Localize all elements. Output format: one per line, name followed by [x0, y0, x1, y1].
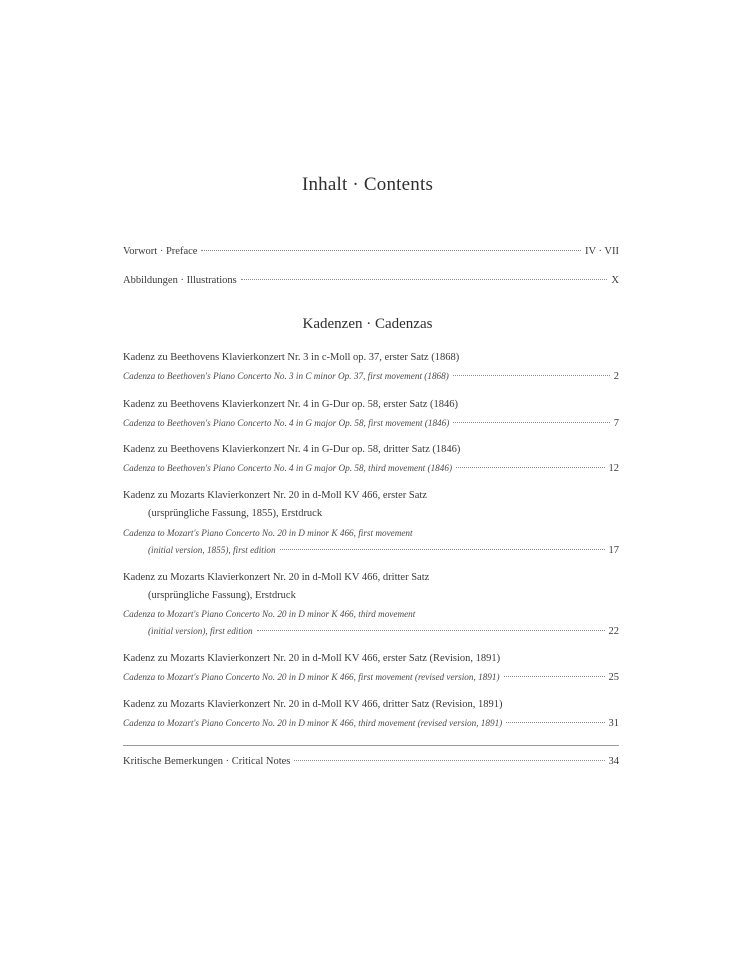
toc-entry-label: Vorwort · Preface — [123, 246, 198, 257]
section-heading: Kadenzen · Cadenzas — [302, 316, 433, 332]
toc-entry-german-title: Kadenz zu Mozarts Klavierkonzert Nr. 20 in d-Moll KV 466, dritter Satz — [123, 572, 430, 583]
toc-page-number: 12 — [608, 463, 619, 474]
toc-page-number: 22 — [608, 626, 619, 637]
leader-dots — [201, 250, 581, 251]
toc-entry-preface[interactable] — [123, 245, 619, 259]
toc-page-number: 34 — [608, 756, 619, 767]
toc-page-number: 2 — [613, 371, 619, 382]
toc-entry-german-title: Kadenz zu Beethovens Klavierkonzert Nr. 4 in G-Dur op. 58, erster Satz (1846) — [123, 399, 459, 410]
leader-dots — [257, 630, 605, 631]
toc-entry-cadenza-6[interactable] — [123, 670, 619, 685]
toc-page-number: 31 — [608, 718, 619, 729]
leader-dots — [453, 375, 610, 376]
toc-entry-english-title: Cadenza to Mozart's Piano Concerto No. 20 in D minor K 466, third movement — [123, 609, 416, 619]
toc-entry-cadenza-3[interactable] — [123, 461, 619, 476]
toc-entry-cadenza-4[interactable] — [148, 543, 619, 558]
leader-dots — [456, 467, 604, 468]
toc-entry-cadenza-7[interactable] — [123, 716, 619, 731]
toc-entry-english-title: Cadenza to Mozart's Piano Concerto No. 20 in D minor K 466, third movement (revised version, 1891) — [123, 718, 503, 728]
toc-entry-cadenza-1[interactable] — [123, 369, 619, 384]
divider — [123, 745, 619, 746]
page-title: Inhalt · Contents — [301, 174, 434, 195]
toc-page-number: 17 — [608, 545, 619, 556]
toc-entry-illustrations[interactable] — [123, 274, 619, 288]
toc-entry-english-title: Cadenza to Mozart's Piano Concerto No. 20 in D minor K 466, first movement (revised version, 1891) — [123, 672, 500, 682]
toc-entry-label: Kritische Bemerkungen · Critical Notes — [123, 756, 291, 767]
toc-entry-german-title: Kadenz zu Mozarts Klavierkonzert Nr. 20 in d-Moll KV 466, dritter Satz (Revision, 1891) — [123, 699, 503, 710]
leader-dots — [294, 760, 604, 761]
leader-dots — [280, 549, 605, 550]
toc-entry-english-title: Cadenza to Beethoven's Piano Concerto No. 4 in G major Op. 58, third movement (1846) — [123, 463, 453, 473]
toc-entry-cadenza-5[interactable] — [148, 624, 619, 639]
toc-page-number: X — [611, 275, 619, 286]
toc-entry-english-title-cont: (initial version, 1855), first edition — [148, 545, 276, 555]
toc-entry-german-title: Kadenz zu Beethovens Klavierkonzert Nr. 4 in G-Dur op. 58, dritter Satz (1846) — [123, 444, 461, 455]
leader-dots — [241, 279, 608, 280]
toc-entry-german-title: Kadenz zu Beethovens Klavierkonzert Nr. 3 in c-Moll op. 37, erster Satz (1868) — [123, 352, 460, 363]
toc-entry-german-title: Kadenz zu Mozarts Klavierkonzert Nr. 20 in d-Moll KV 466, erster Satz (Revision, 1891) — [123, 653, 501, 664]
leader-dots — [453, 422, 609, 423]
toc-entry-english-title: Cadenza to Beethoven's Piano Concerto No. 3 in C minor Op. 37, first movement (1868) — [123, 371, 449, 381]
toc-entry-critical-notes[interactable] — [123, 755, 619, 769]
toc-entry-german-title-cont: (ursprüngliche Fassung), Erstdruck — [148, 590, 296, 601]
toc-entry-english-title: Cadenza to Mozart's Piano Concerto No. 20 in D minor K 466, first movement — [123, 528, 413, 538]
toc-entry-english-title-cont: (initial version), first edition — [148, 626, 253, 636]
toc-entry-cadenza-2[interactable] — [123, 416, 619, 431]
leader-dots — [504, 676, 605, 677]
toc-entry-german-title: Kadenz zu Mozarts Klavierkonzert Nr. 20 in d-Moll KV 466, erster Satz — [123, 490, 427, 501]
leader-dots — [506, 722, 604, 723]
toc-entry-english-title: Cadenza to Beethoven's Piano Concerto No. 4 in G major Op. 58, first movement (1846) — [123, 418, 450, 428]
toc-entry-label: Abbildungen · Illustrations — [123, 275, 237, 286]
toc-page-number: IV · VII — [584, 246, 619, 257]
toc-page-number: 7 — [613, 418, 619, 429]
toc-entry-german-title-cont: (ursprüngliche Fassung, 1855), Erstdruck — [148, 508, 323, 519]
toc-page-number: 25 — [608, 672, 619, 683]
